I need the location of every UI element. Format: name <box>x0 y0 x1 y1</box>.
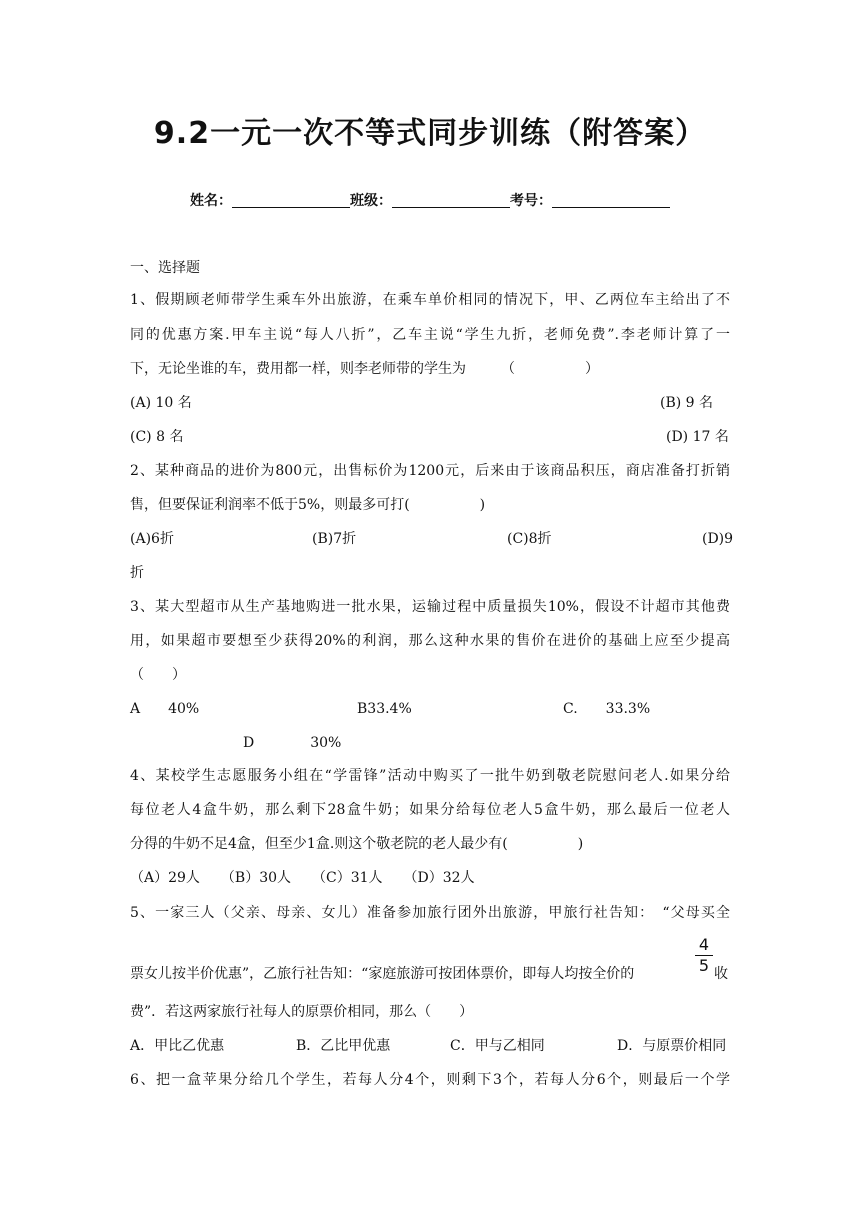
section-heading: 一、选择题 <box>130 260 200 276</box>
q5-option-c: C．甲与乙相同 <box>450 1038 545 1054</box>
q1-option-d: (D) 17 名 <box>666 429 729 445</box>
student-info-line <box>190 190 670 210</box>
q4-line-1: 4、某校学生志愿服务小组在“学雷锋”活动中购买了一批牛奶到敬老院慰问老人.如果分给 <box>130 768 730 784</box>
q1-line-2: 同的优惠方案.甲车主说“每人八折”，乙车主说“学生九折，老师免费”.李老师计算了一 <box>130 327 730 343</box>
q5-line-2: 票女儿按半价优惠”，乙旅行社告知：“家庭旅游可按团体票价，即每人均按全价的 <box>130 966 635 982</box>
q1-option-b: (B) 9 名 <box>660 395 714 411</box>
q5-option-d: D．与原票价相同 <box>617 1038 727 1054</box>
id-blank[interactable] <box>552 193 670 208</box>
fraction-denominator: 5 <box>698 956 710 975</box>
q1-option-c: (C) 8 名 <box>130 429 184 445</box>
q3-option-a: A 40% <box>130 701 200 717</box>
q4-line-3: 分得的牛奶不足4盒，但至少1盒.则这个敬老院的老人最少有( ) <box>130 836 584 852</box>
q4-line-2: 每位老人4盒牛奶，那么剩下28盒牛奶；如果分给每位老人5盒牛奶，那么最后一位老人 <box>130 802 730 818</box>
q3-option-c: C. 33.3% <box>563 701 651 717</box>
name-blank[interactable] <box>232 193 350 208</box>
q4-options: （A）29人 （B）30人 （C）31人 （D）32人 <box>130 870 475 886</box>
q2-option-b: (B)7折 <box>312 531 357 547</box>
q2-line-2: 售，但要保证利润率不低于5%，则最多可打( ) <box>130 497 486 513</box>
q1-line-1: 1、假期顾老师带学生乘车外出旅游，在乘车单价相同的情况下，甲、乙两位车主给出了不 <box>130 292 730 308</box>
q5-line-2-end: 收 <box>714 966 728 982</box>
q5-option-b: B．乙比甲优惠 <box>296 1038 391 1054</box>
q1-line-3: 下，无论坐谁的车，费用都一样，则李老师带的学生为 （ ） <box>130 361 599 377</box>
q2-option-a: (A)6折 <box>130 531 174 547</box>
q1-option-a: (A) 10 名 <box>130 395 192 411</box>
q6-line-1: 6、把一盒苹果分给几个学生，若每人分4个，则剩下3个，若每人分6个，则最后一个学 <box>130 1072 730 1088</box>
q2-option-c: (C)8折 <box>507 531 552 547</box>
q3-line-3: （ ） <box>130 667 186 683</box>
q3-option-b: B33.4% <box>357 701 412 717</box>
q5-line-3: 费”．若这两家旅行社每人的原票价相同，那么（ ） <box>130 1004 474 1020</box>
page-title: 9.2一元一次不等式同步训练（附答案） <box>153 116 707 151</box>
fraction-four-fifths <box>695 936 713 975</box>
q2-line-1: 2、某种商品的进价为800元，出售标价为1200元，后来由于该商品积压，商店准备打折销 <box>130 463 730 479</box>
class-blank[interactable] <box>392 193 510 208</box>
q2-option-d: (D)9 <box>702 531 734 547</box>
id-label: 考号： <box>510 193 552 209</box>
q5-line-1: 5、一家三人（父亲、母亲、女儿）准备参加旅行团外出旅游，甲旅行社告知： “父母买全 <box>130 905 730 921</box>
q2-option-d-cont: 折 <box>130 565 144 581</box>
name-label: 姓名： <box>190 193 232 209</box>
q5-option-a: A．甲比乙优惠 <box>130 1038 225 1054</box>
fraction-numerator: 4 <box>698 935 710 954</box>
q3-line-1: 3、某大型超市从生产基地购进一批水果，运输过程中质量损失10%，假设不计超市其他费 <box>130 599 730 615</box>
q3-line-2: 用，如果超市要想至少获得20%的利润，那么这种水果的售价在进价的基础上应至少提高 <box>130 633 730 649</box>
class-label: 班级： <box>350 193 392 209</box>
q3-option-d: D 30% <box>243 735 342 751</box>
